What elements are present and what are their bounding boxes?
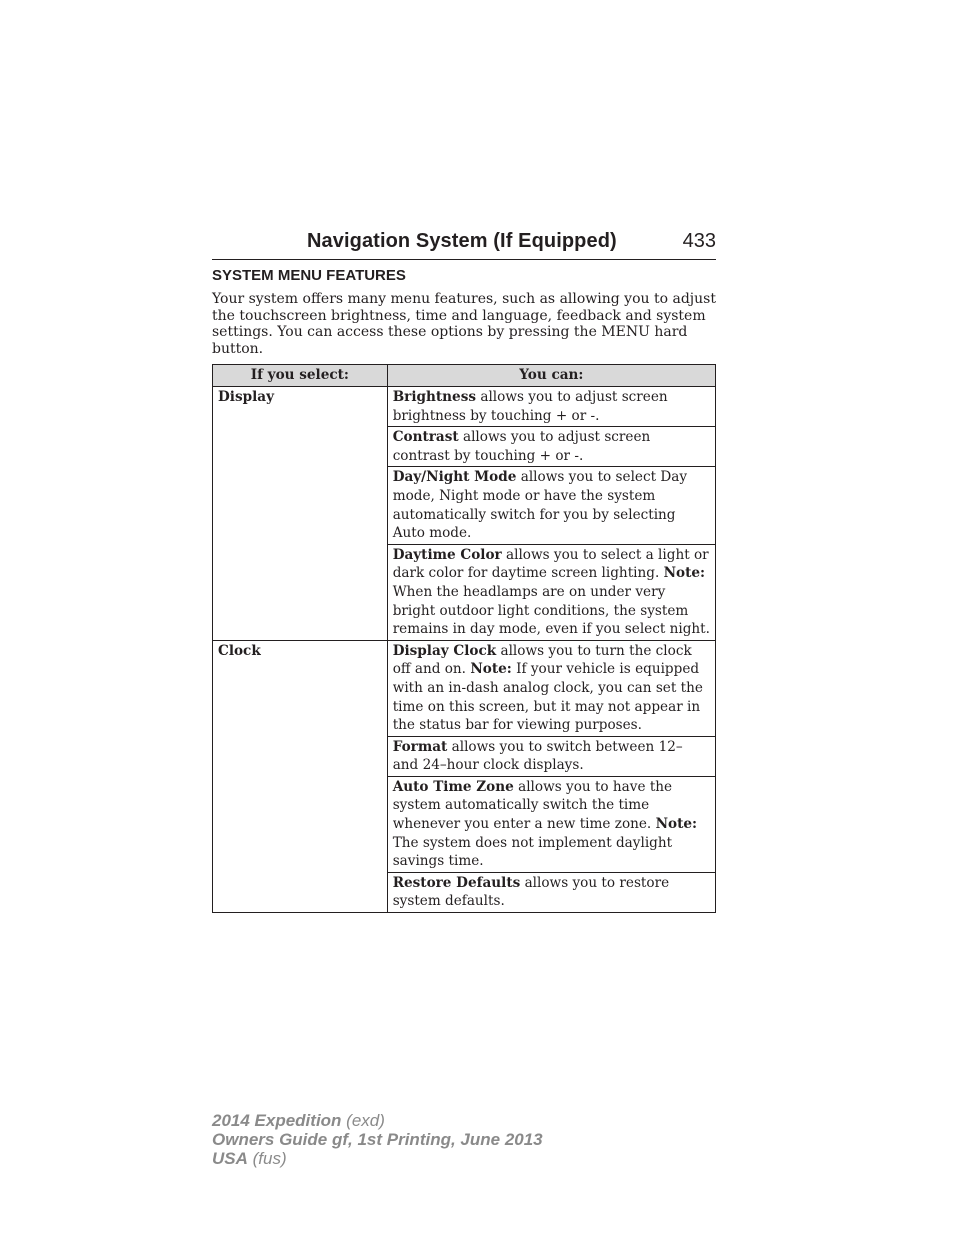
option-term: Auto Time Zone xyxy=(392,778,514,795)
option-auto-time-zone xyxy=(387,776,715,872)
footer-line-market xyxy=(212,1149,543,1168)
option-format xyxy=(387,736,715,776)
option-text: allows you to restore system defaults. xyxy=(392,874,670,910)
option-restore-defaults xyxy=(387,872,715,912)
note-text: If your vehicle is equipped with an in-dash analog clock, you can set the time on this screen, but it may not appear in the status bar for viewing purposes. xyxy=(392,661,703,734)
option-text: allows you to select Day mode, Night mode or have the system automatically switch for you by selecting Auto mode. xyxy=(392,469,688,542)
option-contrast xyxy=(387,427,715,467)
option-text: allows you to switch between 12– and 24–hour clock displays. xyxy=(392,738,683,774)
footer-market: USA xyxy=(212,1149,248,1168)
option-text: allows you to have the system automatically switch the time whenever you enter a new time zone. xyxy=(392,778,673,833)
note-label: Note: xyxy=(655,816,698,833)
footer-printing: Owners Guide gf, 1st Printing, June 2013 xyxy=(212,1130,543,1149)
option-text: allows you to turn the clock off and on. xyxy=(392,642,692,678)
intro-paragraph: Your system offers many menu features, such as allowing you to adjust the touchscreen brightness, time and language, feedback and system settings. You can access these options by pressing the MENU hard button. xyxy=(212,291,716,357)
option-day-night-mode xyxy=(387,467,715,544)
option-text: allows you to select a light or dark color for daytime screen lighting. xyxy=(392,546,709,582)
option-term: Restore Defaults xyxy=(392,874,521,891)
footer-model-code: (exd) xyxy=(346,1111,385,1130)
table-row xyxy=(213,387,716,427)
table-row xyxy=(213,640,716,736)
header-you-can: You can: xyxy=(387,365,715,387)
option-term: Day/Night Mode xyxy=(392,469,517,486)
page-number: 433 xyxy=(682,230,716,252)
footer-market-code: (fus) xyxy=(252,1149,287,1168)
footer-line-model xyxy=(212,1111,543,1130)
option-term: Display Clock xyxy=(392,642,497,659)
option-term: Contrast xyxy=(392,429,459,446)
note-text: When the headlamps are on under very bright outdoor light conditions, the system remains in day mode, even if you select night. xyxy=(392,583,710,638)
note-label: Note: xyxy=(663,565,706,582)
option-daytime-color xyxy=(387,544,715,640)
header-if-you-select: If you select: xyxy=(213,365,388,387)
option-term: Brightness xyxy=(392,389,477,405)
section-heading: SYSTEM MENU FEATURES xyxy=(212,267,406,284)
option-term: Daytime Color xyxy=(392,546,502,563)
option-term: Format xyxy=(392,738,448,755)
selection-display: Display xyxy=(213,387,388,641)
features-table xyxy=(212,364,716,913)
footer-model: 2014 Expedition xyxy=(212,1111,342,1130)
selection-clock: Clock xyxy=(213,640,388,912)
page-header xyxy=(212,228,716,260)
option-text: allows you to adjust screen contrast by touching + or -. xyxy=(392,429,651,464)
note-text: The system does not implement daylight savings time. xyxy=(392,834,673,870)
table-header-row xyxy=(213,365,716,387)
option-display-clock xyxy=(387,640,715,736)
header-title: Navigation System (If Equipped) xyxy=(307,230,617,252)
note-label: Note: xyxy=(470,661,512,678)
option-brightness xyxy=(387,387,715,427)
page-footer xyxy=(212,1111,543,1168)
option-text: allows you to adjust screen brightness by touching + or -. xyxy=(392,389,668,424)
